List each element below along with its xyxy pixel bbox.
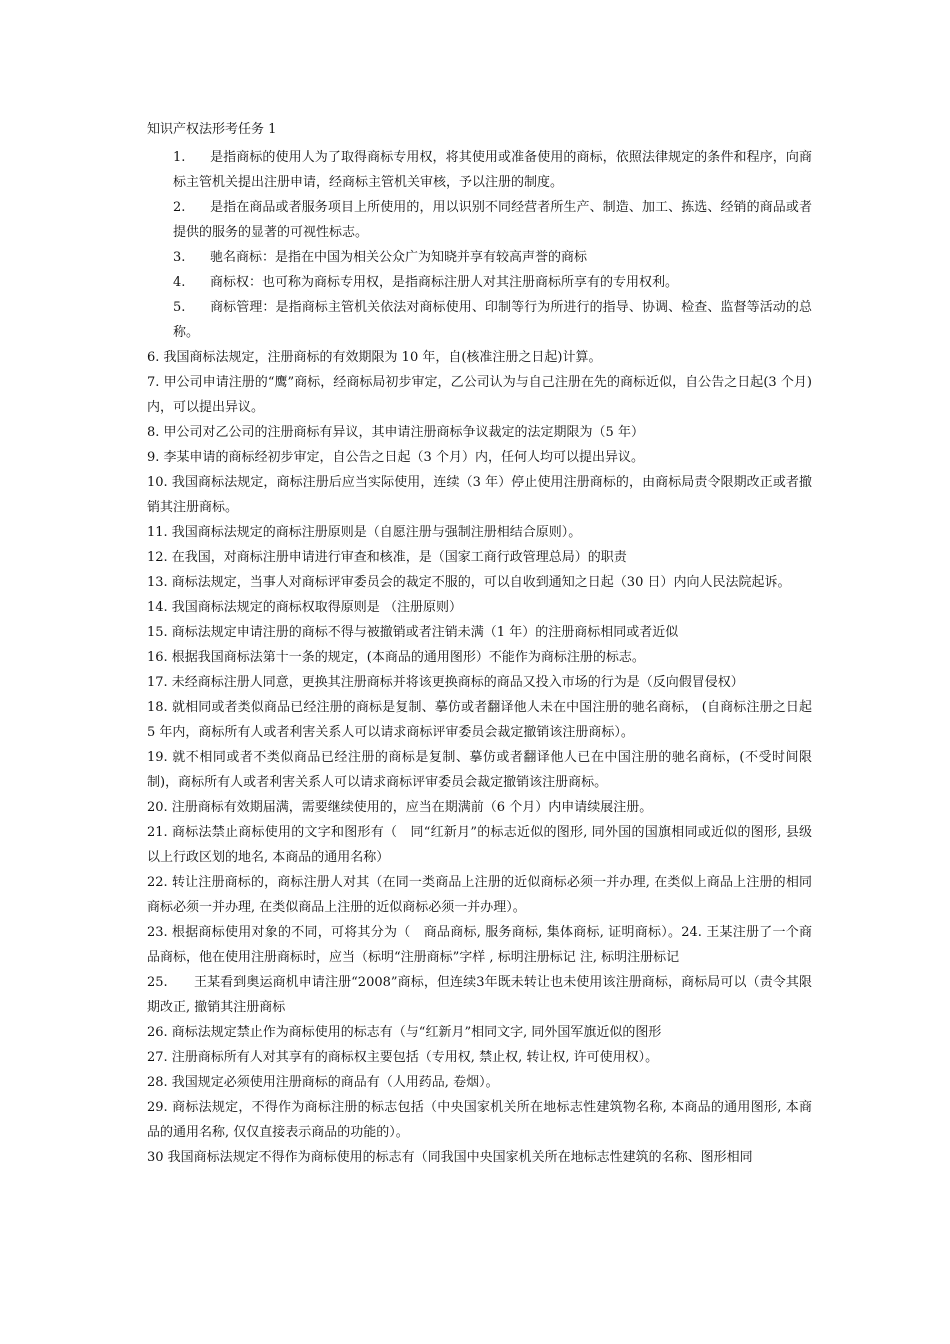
definition-number: 5. (173, 300, 186, 315)
question-item: 28. 我国规定必须使用注册商标的商品有（人用药品, 卷烟）。 (147, 1075, 499, 1090)
question-item: 29. 商标法规定，不得作为商标注册的标志包括（中央国家机关所在地标志性建筑物名称, 本商品的通用图形, 本商品的通用名称, 仅仅直接表示商品的功能的）。 (147, 1100, 812, 1140)
question-item: 14. 我国商标法规定的商标权取得原则是 （注册原则） (147, 600, 462, 615)
question-item: 15. 商标法规定申请注册的商标不得与被撤销或者注销未满（1 年）的注册商标相同或者近似 (147, 625, 679, 640)
definition-item (173, 245, 812, 270)
question-item: 11. 我国商标法规定的商标注册原则是（自愿注册与强制注册相结合原则）。 (147, 525, 582, 540)
document-title: 知识产权法形考任务 1 (147, 122, 277, 137)
definition-number: 1. (173, 150, 186, 165)
question-item: 13. 商标法规定，当事人对商标评审委员会的裁定不服的，可以自收到通知之日起（30 日）内向人民法院起诉。 (147, 575, 791, 590)
question-item: 19. 就不相同或者不类似商品已经注册的商标是复制、摹仿或者翻译他人已在中国注册的驰名商标，(不受时间限制)，商标所有人或者利害关系人可以请求商标评审委员会裁定撤销该注册商标。 (147, 750, 812, 790)
definition-item (173, 195, 812, 245)
definition-text: 是指在商品或者服务项目上所使用的，用以识别不同经营者所生产、制造、加工、拣选、经销的商品或者提供的服务的显著的可视性标志。 (173, 200, 812, 240)
question-item: 9. 李某申请的商标经初步审定，自公告之日起（3 个月）内，任何人均可以提出异议。 (147, 450, 644, 465)
question-item: 27. 注册商标所有人对其享有的商标权主要包括（专用权, 禁止权, 转让权, 许可使用权）。 (147, 1050, 659, 1065)
definition-item (173, 270, 812, 295)
definition-number: 4. (173, 275, 186, 290)
question-item: 10. 我国商标法规定，商标注册后应当实际使用，连续（3 年）停止使用注册商标的，由商标局责令限期改正或者撤销其注册商标。 (147, 475, 812, 515)
definition-text: 商标权：也可称为商标专用权，是指商标注册人对其注册商标所享有的专用权利。 (210, 275, 679, 290)
question-item: 7. 甲公司申请注册的“鹰”商标，经商标局初步审定，乙公司认为与自己注册在先的商标近似，自公告之日起(3 个月)内，可以提出异议。 (147, 375, 812, 415)
definition-text: 是指商标的使用人为了取得商标专用权，将其使用或准备使用的商标，依照法律规定的条件和程序，向商标主管机关提出注册申请，经商标主管机关审核，予以注册的制度。 (173, 150, 812, 190)
question-item: 23. 根据商标使用对象的不同，可将其分为（ 商品商标, 服务商标, 集体商标, 证明商标）。24. 王某注册了一个商品商标，他在使用注册商标时，应当（标明“注册商标”字样 , 标明注册标记 注, 标明注册标记 (147, 925, 812, 965)
definition-text: 商标管理：是指商标主管机关依法对商标使用、印制等行为所进行的指导、协调、检查、监督等活动的总称。 (173, 300, 812, 340)
question-item: 6. 我国商标法规定，注册商标的有效期限为 10 年，自(核准注册之日起)计算。 (147, 350, 602, 365)
definition-text: 驰名商标：是指在中国为相关公众广为知晓并享有较高声誉的商标 (210, 250, 588, 265)
question-item: 12. 在我国，对商标注册申请进行审查和核准，是（国家工商行政管理总局）的职责 (147, 550, 627, 565)
document-body (147, 145, 812, 1170)
question-item: 17. 未经商标注册人同意，更换其注册商标并将该更换商标的商品又投入市场的行为是（反向假冒侵权） (147, 675, 744, 690)
question-item: 16. 根据我国商标法第十一条的规定，(本商品的通用图形）不能作为商标注册的标志。 (147, 650, 645, 665)
question-item: 30 我国商标法规定不得作为商标使用的标志有（同我国中央国家机关所在地标志性建筑的名称、图形相同 (147, 1150, 753, 1165)
question-item: 26. 商标法规定禁止作为商标使用的标志有（与“红新月”相同文字, 同外国军旗近似的图形 (147, 1025, 662, 1040)
question-item: 8. 甲公司对乙公司的注册商标有异议，其申请注册商标争议裁定的法定期限为（5 年） (147, 425, 644, 440)
definition-item (173, 145, 812, 195)
question-item: 25. 王某看到奥运商机申请注册“2008”商标，但连续3年既未转让也未使用该注册商标，商标局可以（责令其限期改正, 撤销其注册商标 (147, 975, 812, 1015)
definition-number: 2. (173, 200, 186, 215)
question-item: 22. 转让注册商标的，商标注册人对其（在同一类商品上注册的近似商标必须一并办理, 在类似上商品上注册的相同商标必须一并办理, 在类似商品上注册的近似商标必须一并办理）。 (147, 875, 812, 915)
definition-item (173, 295, 812, 345)
question-item: 21. 商标法禁止商标使用的文字和图形有（ 同“红新月”的标志近似的图形, 同外国的国旗相同或近似的图形, 县级以上行政区划的地名, 本商品的通用名称） (147, 825, 812, 865)
definition-number: 3. (173, 250, 186, 265)
question-item: 20. 注册商标有效期届满，需要继续使用的，应当在期满前（6 个月）内申请续展注册。 (147, 800, 653, 815)
question-item: 18. 就相同或者类似商品已经注册的商标是复制、摹仿或者翻译他人未在中国注册的驰名商标， (自商标注册之日起 5 年内，商标所有人或者利害关系人可以请求商标评审委员会裁定撤销该注册商标）。 (147, 700, 812, 740)
